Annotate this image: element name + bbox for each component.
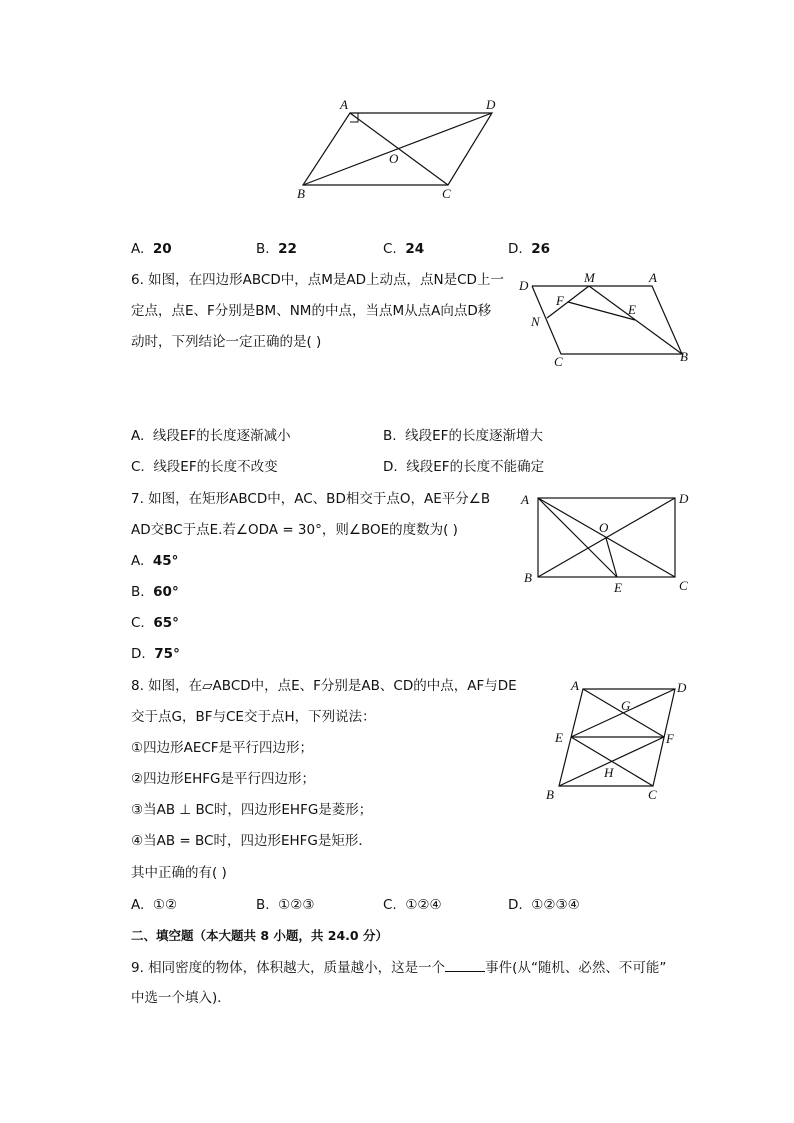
fig5-label-b: B [297,186,305,201]
figure-q8-parallelogram [540,675,700,805]
q8-option-b: B. ①②③ [256,897,315,913]
fig7-label-b: B [524,570,532,585]
q9-answer-blank[interactable] [445,958,485,972]
q6-stem-line-1: 6. 如图，在四边形ABCD中，点M是AD上动点，点N是CD上一 [131,272,504,288]
fig7-label-a: A [521,492,529,507]
q6-option-c: C. 线段EF的长度不改变 [131,459,278,475]
fig7-label-o: O [599,520,609,535]
figure-q5-parallelogram [290,92,510,204]
q8-stem-line-1: 8. 如图，在▱ABCD中，点E、F分别是AB、CD的中点，AF与DE [131,678,517,694]
fig6-label-e: E [628,302,636,317]
fig8-label-h: H [604,765,614,780]
section-2-heading: 二、填空题（本大题共 8 小题，共 24.0 分） [131,928,388,943]
q7-option-b: B. 60° [131,584,179,600]
q8-stem-line-2: 交于点G，BF与CE交于点H，下列说法： [131,709,376,725]
fig6-label-f: F [556,293,564,308]
q5-option-b: B. 22 [256,241,297,257]
fig7-label-d: D [679,491,689,506]
fig8-label-e: E [555,730,563,745]
fig5-label-c: C [442,186,451,201]
fig8-label-d: D [677,680,687,695]
q9-text-before-blank: 9. 相同密度的物体，体积越大，质量越小，这是一个 [131,960,446,976]
figure-q7-rectangle [515,486,695,598]
q8-option-d: D. ①②③④ [508,897,580,913]
fig6-label-c: C [554,354,563,369]
fig5-label-d: D [486,97,496,112]
q6-stem-line-2: 定点，点E、F分别是BM、NM的中点，当点M从点A向点D移 [131,303,492,319]
fig8-label-a: A [571,678,579,693]
q7-option-c: C. 65° [131,615,179,631]
q8-statement-2: ②四边形EHFG是平行四边形； [131,771,316,787]
figure-q6-quadrilateral [512,268,702,372]
q5-option-a: A. 20 [131,241,172,257]
q7-option-d: D. 75° [131,646,180,662]
q6-option-b: B. 线段EF的长度逐渐增大 [383,428,543,444]
q6-stem-line-3: 动时，下列结论一定正确的是( ) [131,334,322,350]
q6-option-d: D. 线段EF的长度不能确定 [383,459,545,475]
q5-option-d: D. 26 [508,241,551,257]
q6-option-a: A. 线段EF的长度逐渐减小 [131,428,291,444]
fig5-label-a: A [340,97,348,112]
fig8-label-b: B [546,787,554,802]
q9-text-after-blank: 事件(从“随机、必然、不可能” [485,960,667,976]
fig6-label-n: N [531,314,540,329]
q9-stem-line-1 [131,958,666,977]
q9-stem-line-2: 中选一个填入)． [131,990,231,1006]
q7-option-a: A. 45° [131,553,179,569]
q7-stem-line-2: AD交BC于点E.若∠ODA = 30°，则∠BOE的度数为( ) [131,522,458,538]
q8-statement-4: ④当AB = BC时，四边形EHFG是矩形． [131,833,372,849]
fig6-label-m: M [584,270,595,285]
fig5-label-o: O [389,151,399,166]
q8-option-a: A. ①② [131,897,178,913]
fig8-label-c: C [648,787,657,802]
fig8-label-g: G [621,698,631,713]
q8-ask: 其中正确的有( ) [131,865,227,881]
fig6-label-b: B [680,349,688,364]
fig7-label-e: E [614,580,622,595]
q8-statement-3: ③当AB ⊥ BC时，四边形EHFG是菱形； [131,802,373,818]
fig7-label-c: C [679,578,688,593]
q7-stem-line-1: 7. 如图，在矩形ABCD中，AC、BD相交于点O，AE平分∠B [131,491,491,507]
q8-option-c: C. ①②④ [383,897,442,913]
q8-statement-1: ①四边形AECF是平行四边形； [131,740,314,756]
fig6-label-a: A [649,270,657,285]
fig8-label-f: F [666,731,674,746]
fig6-label-d: D [519,278,529,293]
q5-option-c: C. 24 [383,241,425,257]
